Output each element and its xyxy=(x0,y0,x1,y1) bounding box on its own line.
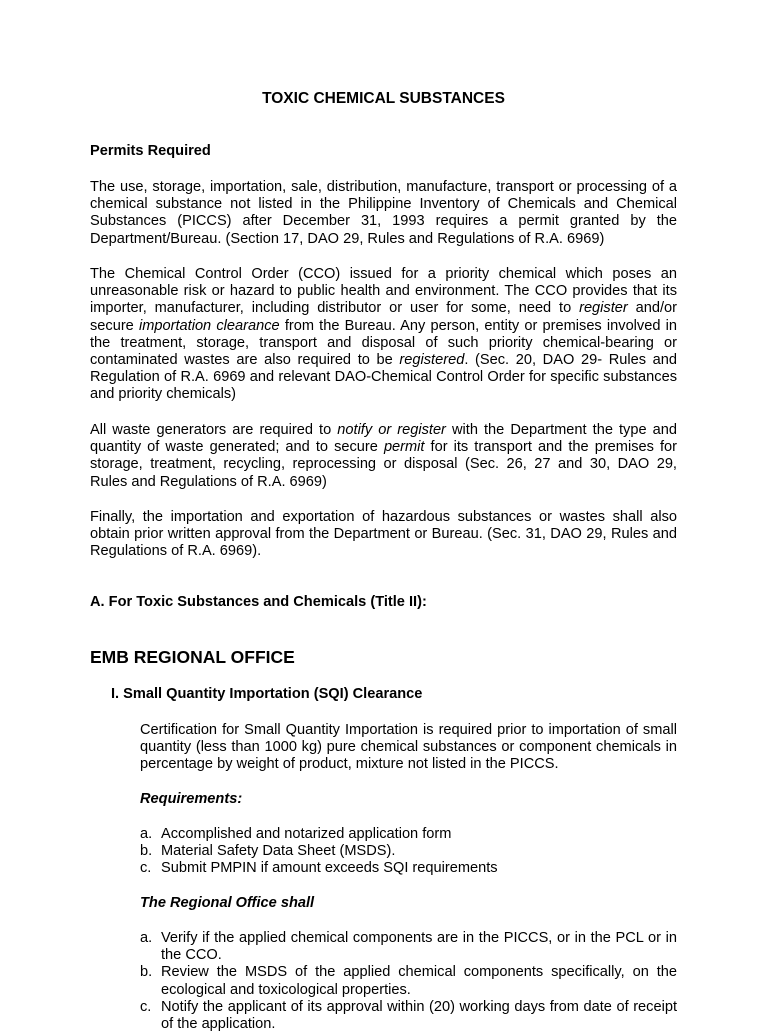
emphasis-text: notify or register xyxy=(337,422,446,438)
list-item-text: Material Safety Data Sheet (MSDS). xyxy=(161,843,396,860)
requirements-list xyxy=(140,826,677,878)
sqi-clearance-heading: I. Small Quantity Importation (SQI) Clearance xyxy=(111,686,423,702)
paragraph-text: The Chemical Control Order (CCO) issued for a priority chemical which poses an unreasonable risk or hazard to public health and environment. The CCO provides that its importer, manufacturer, including distributor or user for some, need to xyxy=(90,266,677,317)
paragraph-waste-generators xyxy=(90,422,677,491)
list-item xyxy=(140,930,677,964)
paragraph-text: from the Bureau. Any person, entity or premises involved in the treatment, storage, transport and disposal of such priority chemical-bearing or contaminated wastes are also required to be xyxy=(90,317,677,369)
regional-office-heading: The Regional Office shall xyxy=(140,895,315,911)
emphasis-text: permit xyxy=(383,439,425,456)
list-item-text: Verify if the applied chemical components are in the PICCS, or in the PCL or in the CCO. xyxy=(161,930,677,964)
regional-office-duties-list xyxy=(140,930,677,1033)
requirements-heading: Requirements: xyxy=(140,791,243,807)
list-item-text: Submit PMPIN if amount exceeds SQI requirements xyxy=(161,860,498,877)
paragraph-text: . (Sec. 20, DAO 29- Rules and Regulation of R.A. 6969 and relevant DAO-Chemical Control Order for specific substances and priority chemicals) xyxy=(90,352,678,403)
list-item xyxy=(140,999,677,1033)
list-item xyxy=(140,860,677,877)
emphasis-text: registered xyxy=(399,352,465,369)
paragraph-permit-requirement: The use, storage, importation, sale, distribution, manufacture, transport or processing of a chemical substance not listed in the Philippine Inventory of Chemicals and Chemical Substances (PICCS) after December 31, 1993 requires a permit granted by the Department/Bureau. (Section 17, DAO 29, Rules and Regulations of R.A. 6969) xyxy=(90,179,677,247)
emphasis-text: register xyxy=(579,300,628,317)
list-marker: c. xyxy=(140,860,152,877)
emb-regional-office-heading: EMB REGIONAL OFFICE xyxy=(90,647,295,667)
list-marker: b. xyxy=(140,964,153,981)
list-item xyxy=(140,843,677,860)
sqi-description: Certification for Small Quantity Importation is required prior to importation of small quantity (less than 1000 kg) pure chemical substances or component chemicals in percentage by weight of product, mixture not listed in the PICCS. xyxy=(140,722,677,773)
paragraph-text: for its transport and the premises for storage, treatment, recycling, reprocessing or disposal (Sec. 26, 27 and 30, DAO 29, Rules and Regulations of R.A. 6969) xyxy=(90,439,677,490)
list-item xyxy=(140,964,677,998)
section-a-heading: A. For Toxic Substances and Chemicals (Title II): xyxy=(90,594,427,610)
list-marker: c. xyxy=(140,998,152,1015)
paragraph-text: and/or secure xyxy=(90,300,677,334)
list-item-text: Review the MSDS of the applied chemical components specifically, on the ecological and toxicological properties. xyxy=(161,964,677,998)
list-marker: a. xyxy=(140,826,153,842)
paragraph-cco xyxy=(90,266,677,404)
list-item-text: Accomplished and notarized application form xyxy=(161,826,452,842)
list-marker: a. xyxy=(140,930,153,946)
list-item xyxy=(140,826,677,843)
emphasis-text: importation clearance xyxy=(138,317,280,334)
paragraph-text: with the Department the type and quantity of waste generated; and to secure xyxy=(90,422,677,456)
document-title: TOXIC CHEMICAL SUBSTANCES xyxy=(262,90,505,107)
paragraph-text: All waste generators are required to xyxy=(90,422,338,438)
paragraph-import-export: Finally, the importation and exportation of hazardous substances or wastes shall also obtain prior written approval from the Department or Bureau. (Sec. 31, DAO 29, Rules and Regulations of R.A. 6969). xyxy=(90,509,677,560)
permits-heading: Permits Required xyxy=(90,143,211,159)
list-item-text: Notify the applicant of its approval within (20) working days from date of receipt of the application. xyxy=(161,998,677,1033)
list-marker: b. xyxy=(140,843,153,860)
